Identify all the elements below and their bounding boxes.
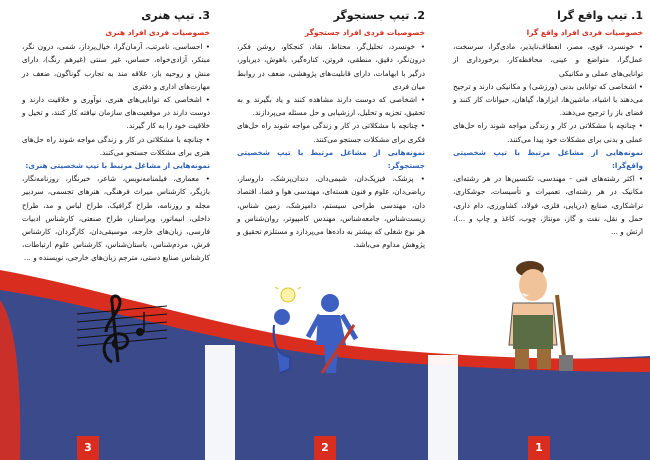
abilities-paragraph: • اشخاصی که دوست دارند مشاهده کنند و یاد بگیرند و به تحقیق، تجزیه و تحلیل، ارزشیابی و حل مسئله می‌پردازند.: [237, 95, 425, 118]
section-title: 2. تیپ جستجوگر: [333, 9, 425, 22]
page-number: 3: [77, 436, 99, 460]
jobs-paragraph: • اکثر رشته‌های فنی - مهندسی، تکنسین‌ها در هر رشته‌ای، مکانیک در هر رشته‌ای، تعمیرات و تأسیسات، جوشکاری، تراشکاری، صنایع (دریایی، فلزی، فولاد، کشاورزی، دام داری، حمل و نقل، نفت و گاز، مونتاژ، چوب، کاغذ و چاپ و ...)، ارتش و ...: [453, 174, 643, 237]
worker-illustration: [495, 255, 575, 375]
section-title: 3. تیپ هنری: [141, 9, 210, 22]
column-artistic: [22, 8, 210, 265]
abilities-paragraph: • اشخاصی که توانایی بدنی (ورزشی) و مکانیکی دارند و ترجیح می‌دهند با اشیاء، ماشین‌ها، ابزارها، گیاهان، حیوانات کار کنند و فضای باز را ترجیح می‌دهند.: [453, 81, 643, 118]
page-number: 2: [314, 436, 336, 460]
jobs-heading: نمونه‌هایی از مشاغل مرتبط با تیپ شخصیتی جستجوگر:: [237, 147, 425, 171]
jobs-paragraph: • پزشک، فیزیک‌دان، شیمی‌دان، دندان‌پزشک، داروساز، ریاضی‌دان، علوم و فنون هسته‌ای، مهندسی هوا و فضا، اقتصاد دان، مهندسی طراحی سیستم، دامپزشک، زمین شناس، زیست‌شناس، جامعه‌شناس، مهندس کامپیوتر، روان‌شناس و هر نوع شغلی که بیشتر به داده‌ها می‌پردازد و مستلزم تحقیق و پژوهش مداوم می‌باشد.: [237, 174, 425, 250]
section-subtitle: خصوصیات فردی افراد جستجوگر: [304, 28, 425, 37]
jobs-paragraph: • معماری، فیلمنامه‌نویس، شاعر، خبرنگار، روزنامه‌نگار، بازیگر، کارشناس میراث فرهنگی، هنرهای تجسمی، سردبیر مجله و روزنامه، طراح گرافیک، طراح لباس و مد، طراح داخلی، انیماتور، ویراستار، طراح صنعتی، کارشناس ادبیات فارسی، زبان‌های خارجه، موسیقی‌دان، کارگردان، کارشناس فرش، مردم‌شناس، باستان‌شناس، کارشناس علوم ارتباطات، کارشناس صنایع دستی، مترجم زبان‌های خارجی، نویسنده و ...: [22, 174, 210, 263]
thinking-figures-illustration: [268, 285, 368, 380]
abilities-paragraph: • اشخاصی که توانایی‌های هنری، نوآوری و خلاقیت دارند و دوست دارند در موقعیت‌های سازمان نیافته کار کنند، و تخیل و خلاقیت خود را به کار گیرند.: [22, 95, 210, 131]
traits-paragraph: • احساسی، نامرتب، آرمان‌گرا، خیال‌پرداز، شمی، درون نگر، مبتکر، آزادی‌خواه، حساس، غیر سنتی (غیرهم رنگ)، دارای منش و روحیه باز، علاقه مند به تجارب گوناگون، ضعف در مهارت‌های اداری و دفتری: [22, 42, 210, 91]
jobs-heading: نمونه‌هایی از مشاغل مرتبط با تیپ شخصیتی واقع‌گرا:: [453, 147, 643, 171]
traits-paragraph: • خونسرد، قوی، مصر، انعطاف‌ناپذیر، مادی‌گرا، سرسخت، عمل‌گرا، متواضع و عینی، محافظه‌کار، برخورداری از توانایی‌های عملی و مکانیکی: [453, 42, 643, 78]
problem-solving-paragraph: • چنانچه با مشکلاتی در کار و زندگی مواجه شوند راه حل‌های فکری برای مشکلات جستجو می‌کنند.: [237, 121, 425, 144]
column-investigative: [237, 8, 425, 251]
problem-solving-paragraph: • چنانچه با مشکلاتی در کار و زندگی مواجه شوند راه حل‌های هنری برای مشکلات جستجو می‌کنند.: [22, 134, 210, 157]
music-note-illustration: [72, 292, 172, 372]
jobs-heading: نمونه‌هایی از مشاغل مرتبط با تیپ شخصیتی هنری:: [25, 161, 210, 171]
traits-paragraph: • خونسرد، تحلیل‌گر، محتاط، نقاد، کنجکاو، روشن فکر، درون‌نگر، دقیق، منطقی، فروتن، کناره‌گیر، باهوش، دیرباور، درگیر با ابهامات، دارای قابلیت‌های پژوهشی، ضعف در روابط میان فردی: [237, 42, 425, 91]
section-subtitle: خصوصیات فردی افراد هنری: [105, 28, 210, 37]
page-number: 1: [528, 436, 550, 460]
column-realistic: [453, 8, 643, 238]
section-title: 1. تیپ واقع گرا: [557, 9, 643, 22]
section-subtitle: خصوصیات فردی افراد واقع گرا: [526, 28, 643, 37]
problem-solving-paragraph: • چنانچه با مشکلاتی در کار و زندگی مواجه شوند راه حل‌های عملی و بدنی برای مشکلات خود پیدا می‌کنند.: [453, 121, 643, 144]
